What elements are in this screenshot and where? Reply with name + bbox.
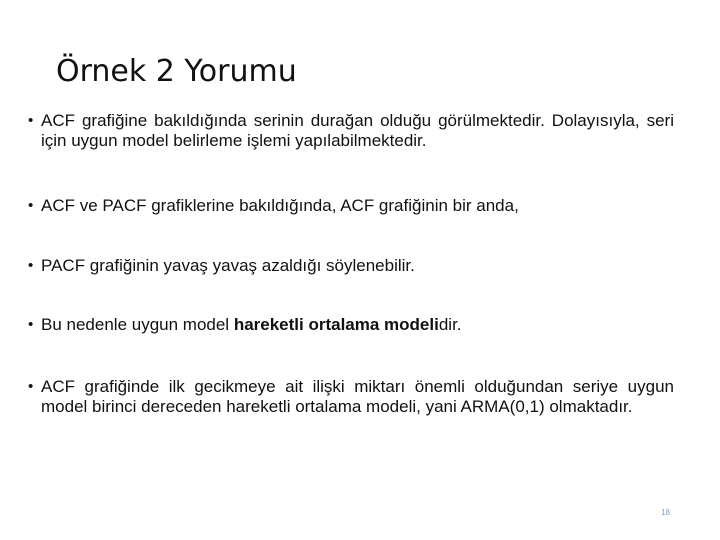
bullet-marker: •	[28, 197, 34, 214]
bullet-item	[28, 196, 674, 216]
bullet-marker: •	[28, 378, 34, 395]
bullet-text: ACF grafiğinde ilk gecikmeye ait ilişki miktarı önemli olduğundan seriye uygun model birinci dereceden hareketli ortalama modeli, yani ARMA(0,1) olmaktadır.	[41, 377, 674, 416]
bullet-item	[28, 256, 674, 276]
bullet-item	[28, 315, 674, 335]
bullet-item	[28, 111, 674, 151]
bullet-marker: •	[28, 112, 34, 129]
bullet-marker: •	[28, 316, 34, 333]
bullet-text	[41, 315, 674, 335]
bullet-item	[28, 377, 674, 417]
slide-title: Örnek 2 Yorumu	[56, 54, 297, 89]
page-number: 18	[661, 508, 670, 517]
bullet-text-start: Bu nedenle uygun model	[41, 315, 234, 334]
bullet-text-bold: hareketli ortalama modeli	[233, 315, 439, 334]
bullet-text: PACF grafiğinin yavaş yavaş azaldığı söylenebilir.	[41, 256, 415, 275]
bullet-text-end: dir.	[438, 315, 462, 334]
bullet-text: ACF grafiğine bakıldığında serinin durağan olduğu görülmektedir. Dolayısıyla, seri için uygun model belirleme işlemi yapılabilmektedir.	[41, 111, 674, 150]
bullet-marker: •	[28, 257, 34, 274]
bullet-text: ACF ve PACF grafiklerine bakıldığında, ACF grafiğinin bir anda,	[41, 196, 519, 215]
